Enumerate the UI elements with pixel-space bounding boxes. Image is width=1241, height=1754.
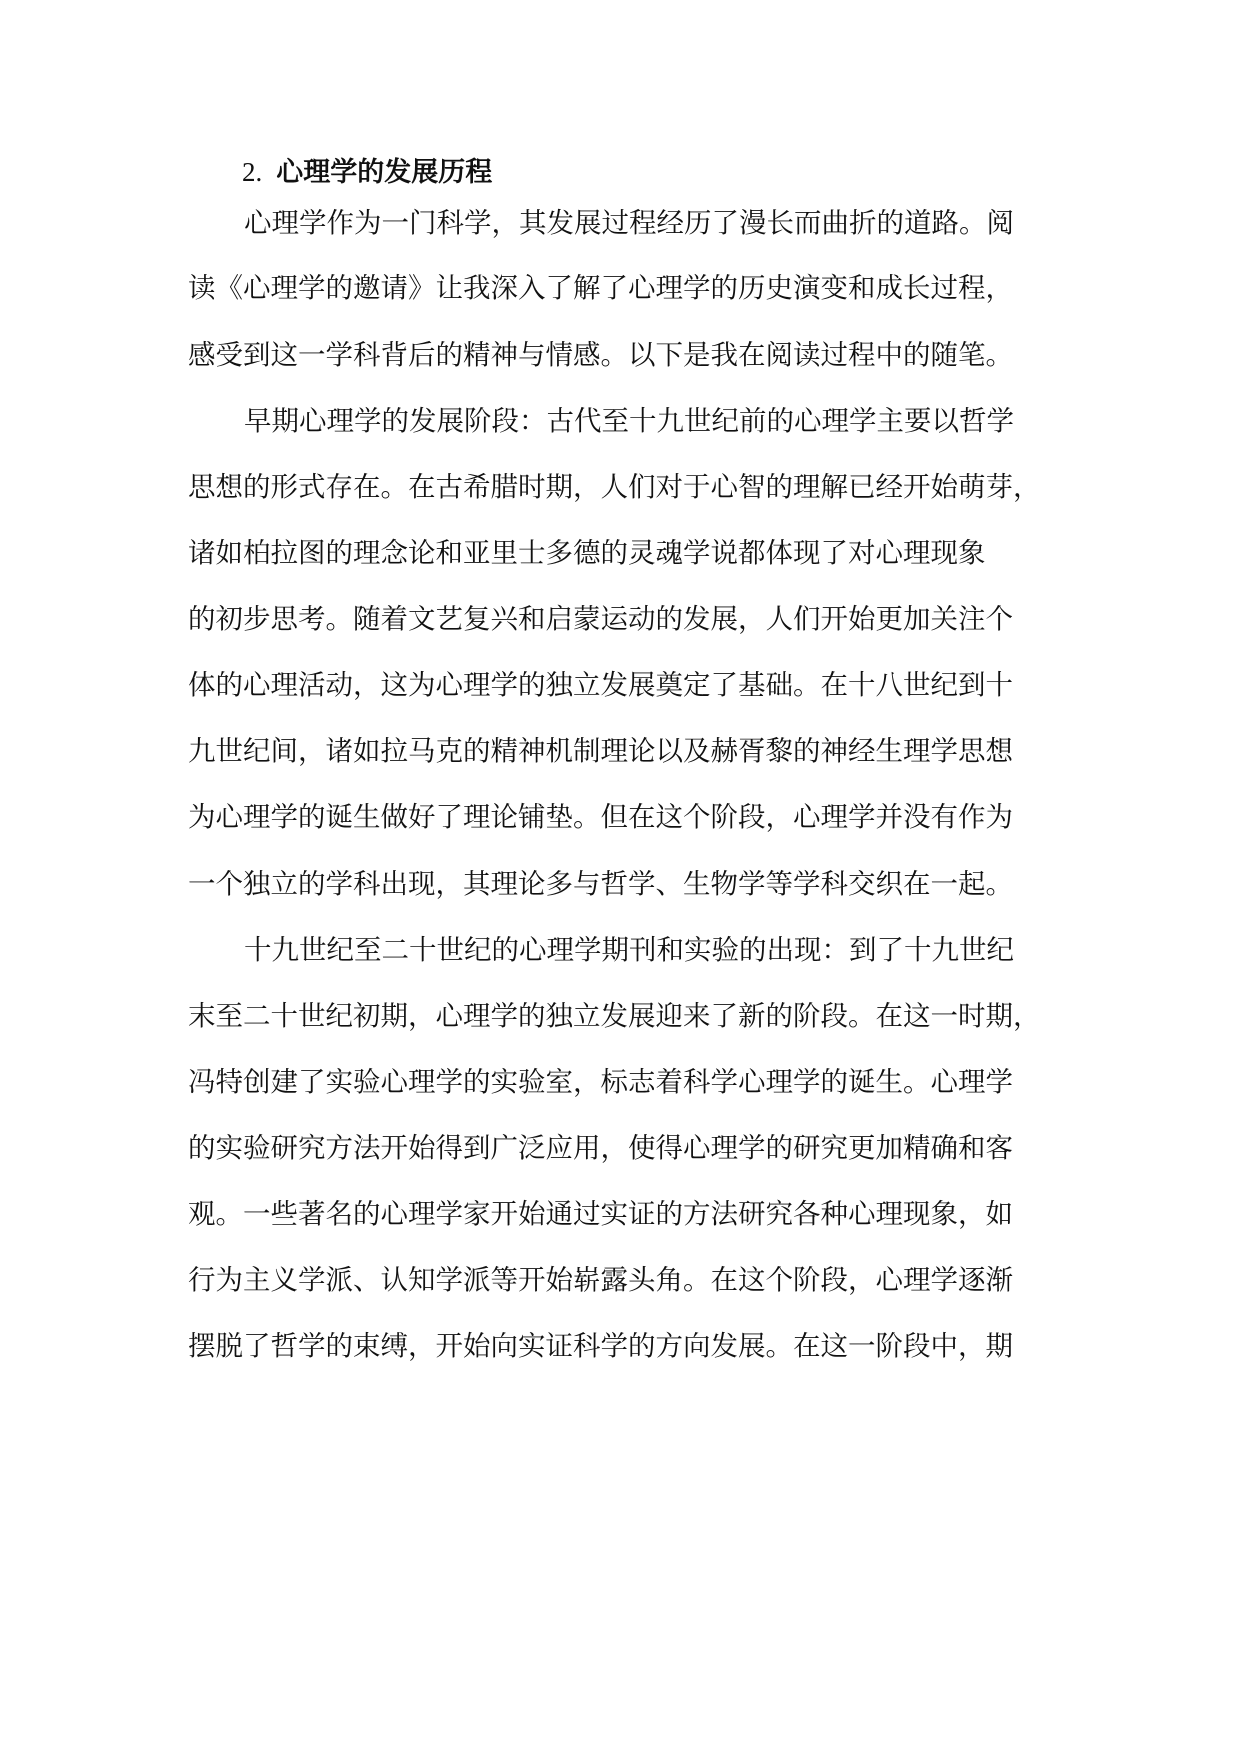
paragraph-line: 行为主义学派、认知学派等开始崭露头角。在这个阶段，心理学逐渐 [188,1264,1013,1296]
paragraph-line: 体的心理活动，这为心理学的独立发展奠定了基础。在十八世纪到十 [188,669,1013,701]
section-number: 2. [242,157,263,187]
paragraph-line: 感受到这一学科背后的精神与情感。以下是我在阅读过程中的随笔。 [188,339,1013,371]
paragraph-line: 的初步思考。随着文艺复兴和启蒙运动的发展，人们开始更加关注个 [188,603,1013,635]
section-title: 心理学的发展历程 [276,157,493,188]
paragraph-line: 九世纪间，诸如拉马克的精神机制理论以及赫胥黎的神经生理学思想 [188,735,1013,767]
paragraph-line: 摆脱了哲学的束缚，开始向实证科学的方向发展。在这一阶段中，期 [188,1330,1013,1362]
paragraph-line: 观。一些著名的心理学家开始通过实证的方法研究各种心理现象，如 [188,1198,1013,1230]
paragraph-line: 十九世纪至二十世纪的心理学期刊和实验的出现：到了十九世纪 [244,934,1014,966]
paragraph-line: 读《心理学的邀请》让我深入了解了心理学的历史演变和成长过程， [188,272,1013,304]
paragraph-line: 思想的形式存在。在古希腊时期，人们对于心智的理解已经开始萌芽， [188,471,1041,503]
paragraph-line: 末至二十世纪初期，心理学的独立发展迎来了新的阶段。在这一时期， [188,1000,1041,1032]
paragraph-line: 的实验研究方法开始得到广泛应用，使得心理学的研究更加精确和客 [188,1132,1013,1164]
paragraph-line: 心理学作为一门科学，其发展过程经历了漫长而曲折的道路。阅 [244,207,1014,239]
paragraph-line: 冯特创建了实验心理学的实验室，标志着科学心理学的诞生。心理学 [188,1066,1013,1098]
paragraph-line: 早期心理学的发展阶段：古代至十九世纪前的心理学主要以哲学 [244,405,1014,437]
paragraph-line: 一个独立的学科出现，其理论多与哲学、生物学等学科交织在一起。 [188,868,1013,900]
section-heading [242,154,492,191]
paragraph-line: 诸如柏拉图的理念论和亚里士多德的灵魂学说都体现了对心理现象 [188,537,986,569]
paragraph-line: 为心理学的诞生做好了理论铺垫。但在这个阶段，心理学并没有作为 [188,801,1013,833]
